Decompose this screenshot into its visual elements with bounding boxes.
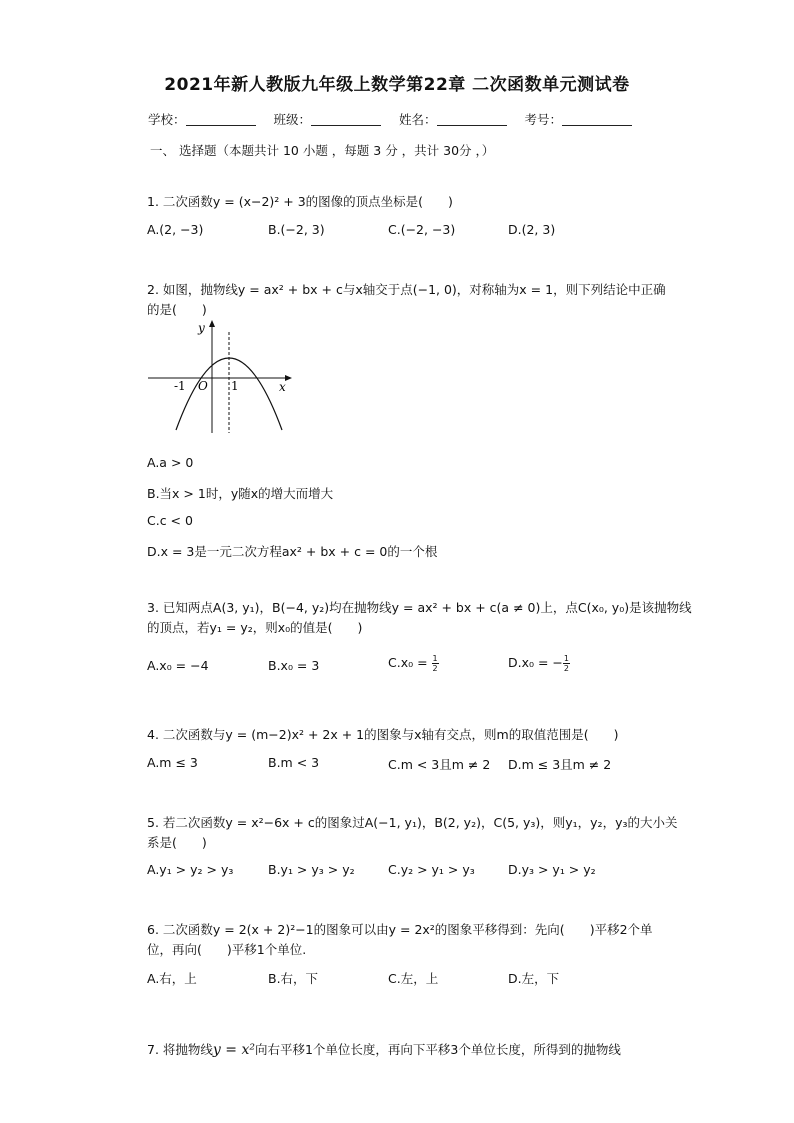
q6-option-a: A.右，上 [147, 971, 197, 986]
q3-option-c [388, 654, 439, 673]
q6-option-b: B.右，下 [268, 971, 319, 986]
y-axis-label: y [198, 321, 205, 335]
q4-option-d: D.m ≤ 3且m ≠ 2 [508, 757, 612, 772]
origin-label: O [198, 379, 208, 393]
q4-stem: 4. 二次函数与y = (m−2)x² + 2x + 1的图象与x轴有交点，则m的取值范围是( ) [147, 727, 619, 742]
number-blank[interactable] [562, 113, 632, 126]
q2-stem-line1: 2. 如图，抛物线y = ax² + bx + c与x轴交于点(−1, 0)，对称轴为x = 1，则下列结论中正确 [147, 282, 666, 297]
x-axis-label: x [279, 380, 286, 394]
class-label: 班级： [273, 112, 311, 127]
q3-option-d [508, 654, 570, 673]
y-axis-arrow [209, 320, 215, 327]
q5-option-d: D.y₃ > y₁ > y₂ [508, 862, 596, 877]
school-blank[interactable] [186, 113, 256, 126]
school-label: 学校： [147, 112, 186, 127]
one-label: 1 [231, 379, 239, 393]
frac-numerator: 1 [563, 654, 569, 663]
q2-option-b: B.当x > 1时，y随x的增大而增大 [147, 486, 334, 501]
q4-option-a: A.m ≤ 3 [147, 755, 198, 770]
q4-option-c: C.m < 3且m ≠ 2 [388, 757, 491, 772]
class-blank[interactable] [311, 113, 381, 126]
q4-option-b: B.m < 3 [268, 755, 320, 770]
q3-option-d-fraction [563, 654, 570, 673]
parabola-figure [140, 318, 300, 438]
q7-formula: y = x² [212, 1042, 255, 1058]
q1-stem: 1. 二次函数y = (x−2)² + 3的图像的顶点坐标是( ) [147, 194, 453, 209]
q6-stem-line2: 位，再向( )平移1个单位. [147, 942, 307, 957]
x-axis-arrow [285, 375, 292, 381]
q7-suffix: 向右平移1个单位长度，再向下平移3个单位长度，所得到的抛物线 [254, 1042, 621, 1057]
neg-one-label: -1 [174, 379, 186, 393]
q2-option-d: D.x = 3是一元二次方程ax² + bx + c = 0的一个根 [147, 544, 438, 559]
number-label: 考号： [524, 112, 562, 127]
frac-denominator: 2 [432, 664, 438, 673]
name-blank[interactable] [437, 113, 507, 126]
q3-stem-line2: 的顶点，若y₁ = y₂，则x₀的值是( ) [147, 620, 363, 635]
q7-stem [147, 1040, 621, 1058]
q6-stem-line1: 6. 二次函数y = 2(x + 2)²−1的图象可以由y = 2x²的图象平移得到：先向( )平移2个单 [147, 922, 653, 937]
q5-option-a: A.y₁ > y₂ > y₃ [147, 862, 234, 877]
q6-option-c: C.左，上 [388, 971, 439, 986]
q1-option-d: D.(2, 3) [508, 222, 556, 237]
q3-option-a: A.x₀ = −4 [147, 658, 209, 673]
q5-stem-line2: 系是( ) [147, 835, 207, 850]
q2-option-a: A.a > 0 [147, 455, 194, 470]
frac-numerator: 1 [432, 654, 438, 663]
page-title: 2021年新人教版九年级上数学第22章 二次函数单元测试卷 [164, 75, 630, 95]
q2-stem-line2: 的是( ) [147, 302, 207, 317]
student-info-line [0, 110, 794, 128]
q6-option-d: D.左，下 [508, 971, 560, 986]
frac-denominator: 2 [563, 664, 569, 673]
q5-option-b: B.y₁ > y₃ > y₂ [268, 862, 355, 877]
q3-option-d-prefix: D.x₀ = − [508, 655, 563, 670]
section-heading: 一、 选择题（本题共计 10 小题 ，每题 3 分 ，共计 30分 ，） [150, 143, 495, 158]
q2-option-c: C.c < 0 [147, 513, 193, 528]
q1-option-a: A.(2, −3) [147, 222, 204, 237]
q1-option-b: B.(−2, 3) [268, 222, 325, 237]
name-label: 姓名： [398, 112, 437, 127]
q7-prefix: 7. 将抛物线 [147, 1042, 213, 1057]
q1-option-c: C.(−2, −3) [388, 222, 456, 237]
q3-option-c-fraction [432, 654, 439, 673]
q3-option-b: B.x₀ = 3 [268, 658, 320, 673]
q5-option-c: C.y₂ > y₁ > y₃ [388, 862, 475, 877]
q3-stem-line1: 3. 已知两点A(3, y₁)，B(−4, y₂)均在抛物线y = ax² + bx + c(a ≠ 0)上，点C(x₀, y₀)是该抛物线 [147, 600, 692, 615]
q5-stem-line1: 5. 若二次函数y = x²−6x + c的图象过A(−1, y₁)，B(2, y₂)，C(5, y₃)，则y₁，y₂，y₃的大小关 [147, 815, 678, 830]
q3-option-c-prefix: C.x₀ = [388, 655, 432, 670]
